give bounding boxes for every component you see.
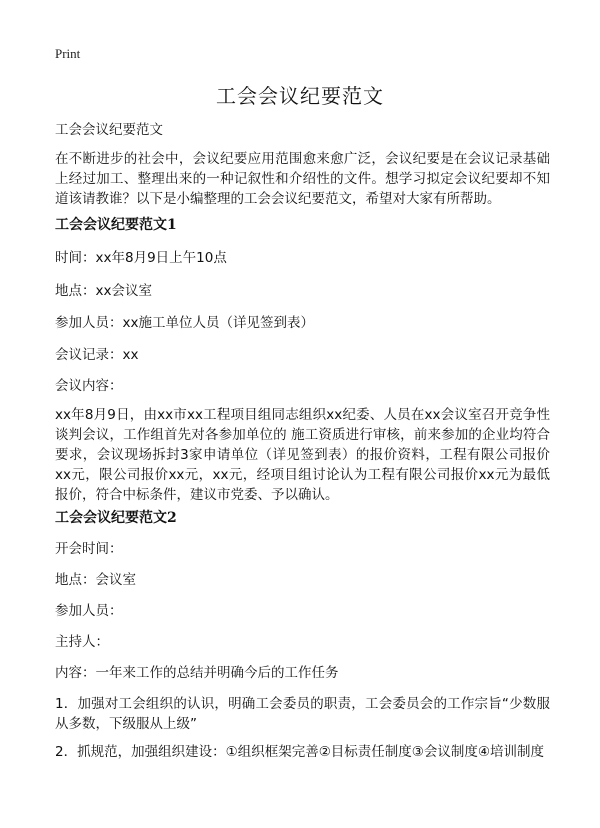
section1-recorder: 会议记录：xx	[55, 347, 139, 363]
section2-item-2: 2．抓规范，加强组织建设：①组织框架完善②目标责任制度③会议制度④培训制度	[55, 744, 544, 760]
section2-host: 主持人：	[55, 634, 109, 650]
section2-heading: 工会会议纪要范文2	[55, 510, 177, 526]
document-subtitle: 工会会议纪要范文	[55, 122, 163, 138]
section2-attendees: 参加人员：	[55, 603, 123, 619]
section1-place: 地点：xx会议室	[55, 283, 152, 299]
section1-attendees: 参加人员：xx施工单位人员（详见签到表）	[55, 315, 314, 331]
intro-paragraph: 在不断进步的社会中，会议纪要应用范围愈来愈广泛，会议纪要是在会议记录基础上经过加工、整理出来的一种记叙性和介绍性的文件。想学习拟定会议纪要却不知道该请教谁？以下是小编整理的工会会议纪要范文，希望对大家有所帮助。	[55, 151, 550, 207]
print-label: Print	[55, 46, 81, 61]
section1-content-label: 会议内容：	[55, 378, 123, 394]
section1-heading: 工会会议纪要范文1	[55, 217, 177, 233]
section2-place: 地点：会议室	[55, 572, 136, 588]
document-title: 工会会议纪要范文	[216, 84, 384, 108]
section1-time: 时间：xx年8月9日上午10点	[55, 250, 227, 266]
section1-content-paragraph: xx年8月9日，由xx市xx工程项目组同志组织xx纪委、人员在xx会议室召开竞争性谈判会议，工作组首先对各参加单位的 施工资质进行审核，前来参加的企业均符合要求，会议现场拆封3家申请单位（详见签到表）的报价资料，工程有限公司报价xx元，限公司报价xx元，xx元，经项目组讨论认为工程有限公司报价xx元为最低报价，符合中标条件，建议市党委、予以确认。	[55, 407, 550, 503]
section2-meeting-time: 开会时间：	[55, 541, 123, 557]
section2-content: 内容：一年来工作的总结并明确今后的工作任务	[55, 665, 339, 681]
section2-item-1: 1．加强对工会组织的认识，明确工会委员的职责，工会委员会的工作宗旨“少数服从多数，下级服从上级”	[55, 696, 550, 732]
